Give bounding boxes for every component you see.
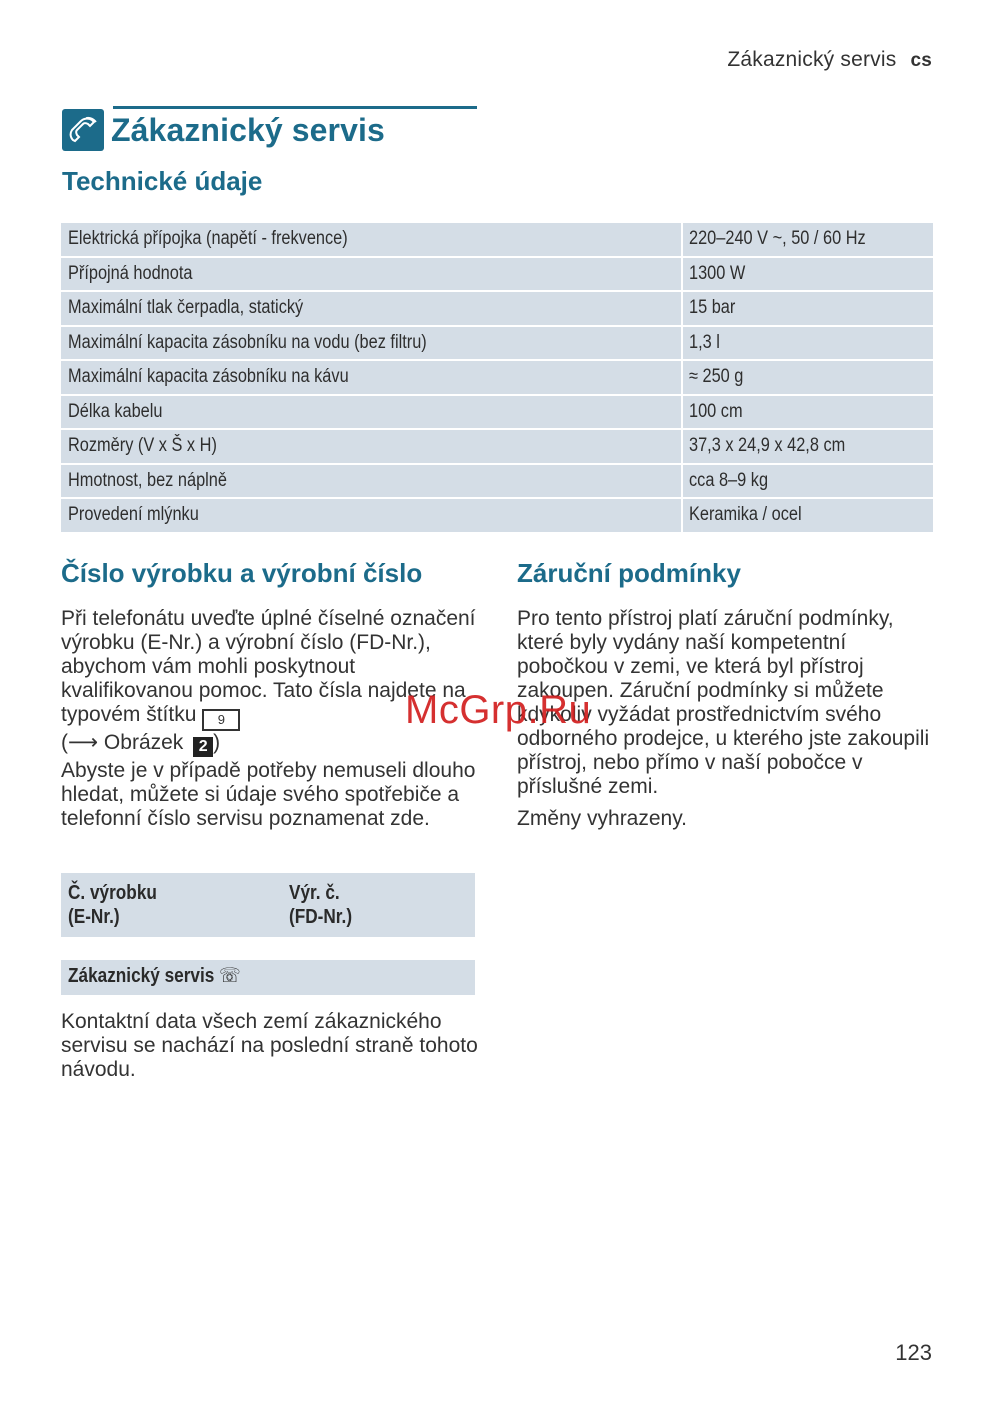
spec-row [61, 327, 933, 360]
rating-plate-icon: 9 [202, 709, 240, 731]
spec-table [61, 223, 933, 534]
e-nr-line2: (E-Nr.) [68, 906, 120, 928]
spec-value: 37,3 x 24,9 x 42,8 cm [689, 435, 846, 456]
spec-value: Keramika / ocel [689, 504, 802, 525]
spec-label: Elektrická přípojka (napětí - frekvence) [68, 228, 348, 249]
figure-number-badge: 2 [193, 737, 213, 757]
figure-ref-suffix: ) [213, 731, 221, 754]
spec-row [61, 361, 933, 394]
e-nr-line1: Č. výrobku [68, 882, 157, 904]
watermark: McGrp.Ru [405, 688, 592, 732]
spec-label: Maximální kapacita zásobníku na vodu (bez filtru) [68, 331, 427, 353]
spec-row [61, 292, 933, 325]
phone-receiver-icon [62, 109, 104, 151]
product-number-paragraph [61, 607, 481, 757]
e-nr-label [68, 881, 157, 929]
product-number-form [61, 873, 475, 937]
running-head-title: Zákaznický servis [727, 48, 897, 71]
spec-label: Délka kabelu [68, 400, 163, 422]
spec-row [61, 465, 933, 498]
spec-value: 1300 W [689, 262, 746, 284]
contact-note: Kontaktní data všech zemí zákaznického servisu se nachází na poslední straně tohoto návodu. [61, 1010, 478, 1081]
technical-data-heading: Technické údaje [62, 166, 263, 196]
product-number-text: Při telefonátu uveďte úplné číselné označení výrobku (E-Nr.) a výrobní číslo (FD-Nr.), abychom vám mohli poskytnout kvalifikovanou pomoc. Tato čísla najdete na typovém štítku [61, 607, 476, 726]
spec-row [61, 396, 933, 429]
spec-row [61, 430, 933, 463]
language-code: cs [910, 50, 932, 71]
spec-label: Hmotnost, bez náplně [68, 469, 227, 491]
changes-reserved: Změny vyhrazeny. [517, 807, 687, 830]
spec-value: cca 8–9 kg [689, 469, 769, 491]
spec-label: Maximální kapacita zásobníku na kávu [68, 366, 349, 387]
note-paragraph: Abyste je v případě potřeby nemuseli dlouho hledat, můžete si údaje svého spotřebiče a telefonní číslo servisu poznamenat zde. [61, 759, 476, 830]
fd-nr-line2: (FD-Nr.) [289, 906, 353, 928]
fd-nr-line1: Výr. č. [289, 882, 340, 904]
spec-row [61, 258, 933, 291]
spec-value: 100 cm [689, 400, 743, 422]
figure-ref-prefix: (⟶ Obrázek [61, 731, 190, 754]
product-number-heading: Číslo výrobku a výrobní číslo [61, 558, 423, 588]
fd-nr-label [289, 881, 352, 929]
spec-label: Maximální tlak čerpadla, statický [68, 297, 304, 318]
spec-row [61, 499, 933, 532]
spec-row [61, 223, 933, 256]
warranty-paragraph: Pro tento přístroj platí záruční podmínky, které byly vydány naší kompetentní pobočkou v zemi, ve která byl přístroj zakoupen. Záruční podmínky si můžete kdykoliv vyžádat prostřednictvím svého odborného prodejce, u kterého jste zakoupili přístroj, nebo přímo v naší pobočce v příslušné zemi. [517, 607, 930, 798]
spec-label: Rozměry (V x Š x H) [68, 435, 217, 456]
spec-label: Přípojná hodnota [68, 262, 193, 284]
spec-value: 15 bar [689, 297, 736, 318]
service-label: Zákaznický servis ☏ [68, 965, 241, 987]
service-form [61, 960, 475, 995]
section-title: Zákaznický servis [111, 112, 385, 148]
page-number: 123 [895, 1340, 932, 1365]
spec-value: 220–240 V ~, 50 / 60 Hz [689, 228, 866, 249]
running-head [727, 48, 932, 72]
spec-value: ≈ 250 g [689, 366, 744, 387]
title-rule [113, 106, 477, 109]
spec-value: 1,3 l [689, 331, 720, 353]
spec-label: Provedení mlýnku [68, 504, 199, 525]
warranty-heading: Záruční podmínky [517, 558, 741, 588]
